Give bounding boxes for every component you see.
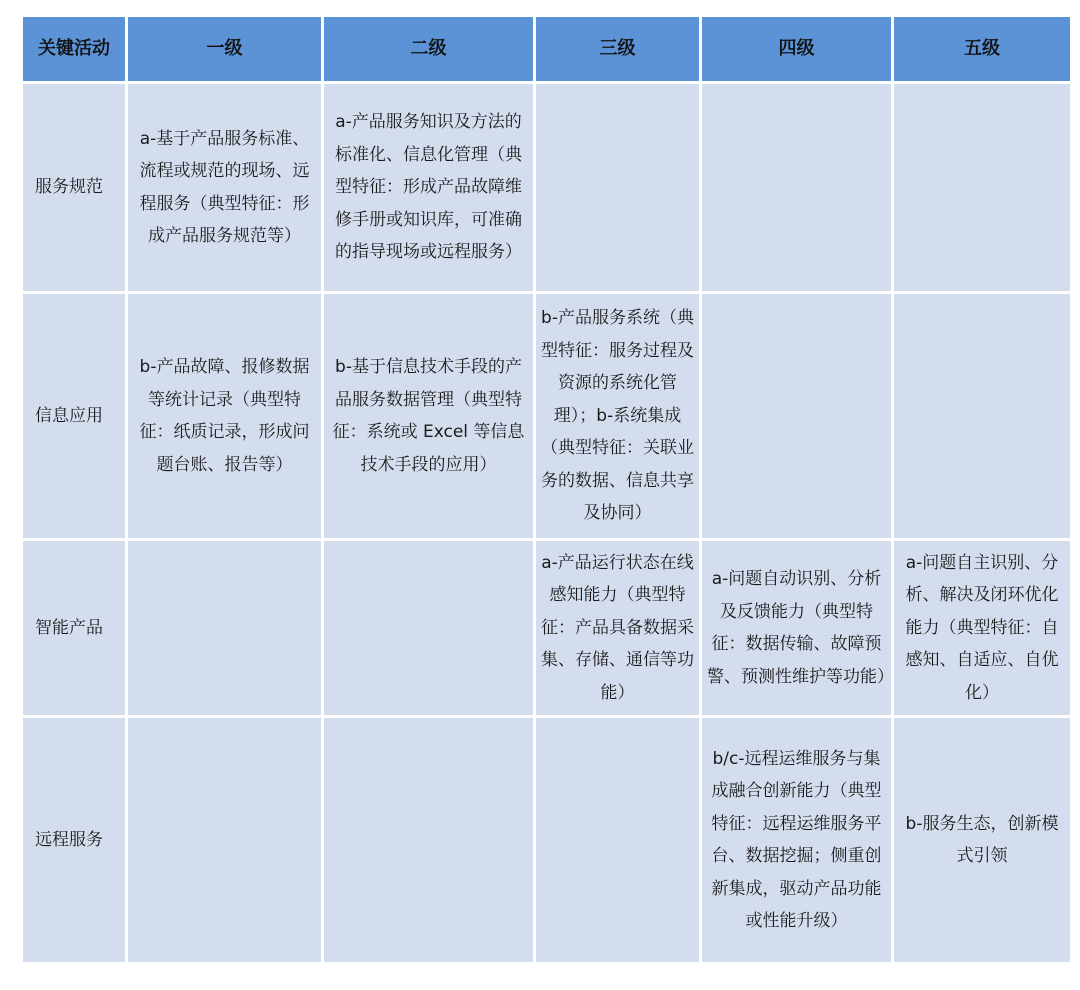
table-cell: b/c-远程运维服务与集成融合创新能力（典型特征：远程运维服务平台、数据挖掘；侧重创新集成，驱动产品功能或性能升级）	[702, 718, 891, 962]
table-cell	[894, 84, 1070, 291]
capability-level-table	[20, 14, 1073, 965]
header-level3: 三级	[536, 17, 699, 81]
table-cell	[536, 84, 699, 291]
table-cell: a-问题自主识别、分析、解决及闭环优化能力（典型特征：自感知、自适应、自优化）	[894, 541, 1070, 715]
header-level1: 一级	[128, 17, 321, 81]
table-row-information-application	[23, 294, 1070, 538]
table-cell: a-基于产品服务标准、流程或规范的现场、远程服务（典型特征：形成产品服务规范等）	[128, 84, 321, 291]
table-cell	[702, 84, 891, 291]
table-cell	[128, 541, 321, 715]
row-label: 服务规范	[23, 84, 125, 291]
row-label: 信息应用	[23, 294, 125, 538]
table-row-service-standard	[23, 84, 1070, 291]
row-label: 智能产品	[23, 541, 125, 715]
header-row	[23, 17, 1070, 81]
table-cell: b-产品故障、报修数据等统计记录（典型特征：纸质记录，形成问题台账、报告等）	[128, 294, 321, 538]
table-cell	[128, 718, 321, 962]
header-level2: 二级	[324, 17, 533, 81]
header-level4: 四级	[702, 17, 891, 81]
row-label: 远程服务	[23, 718, 125, 962]
header-activity: 关键活动	[23, 17, 125, 81]
table-cell: b-服务生态，创新模式引领	[894, 718, 1070, 962]
table-cell: a-问题自动识别、分析及反馈能力（典型特征：数据传输、故障预警、预测性维护等功能）	[702, 541, 891, 715]
table-row-remote-service	[23, 718, 1070, 962]
table-cell	[324, 541, 533, 715]
table-row-smart-product	[23, 541, 1070, 715]
table-cell	[702, 294, 891, 538]
table-cell: a-产品运行状态在线感知能力（典型特征：产品具备数据采集、存储、通信等功能）	[536, 541, 699, 715]
table-cell: b-产品服务系统（典型特征：服务过程及资源的系统化管理）；b-系统集成（典型特征：关联业务的数据、信息共享及协同）	[536, 294, 699, 538]
table-cell: a-产品服务知识及方法的标准化、信息化管理（典型特征：形成产品故障维修手册或知识库，可准确的指导现场或远程服务）	[324, 84, 533, 291]
table-cell: b-基于信息技术手段的产品服务数据管理（典型特征：系统或 Excel 等信息技术手段的应用）	[324, 294, 533, 538]
table-cell	[324, 718, 533, 962]
table-cell	[894, 294, 1070, 538]
header-level5: 五级	[894, 17, 1070, 81]
table-cell	[536, 718, 699, 962]
